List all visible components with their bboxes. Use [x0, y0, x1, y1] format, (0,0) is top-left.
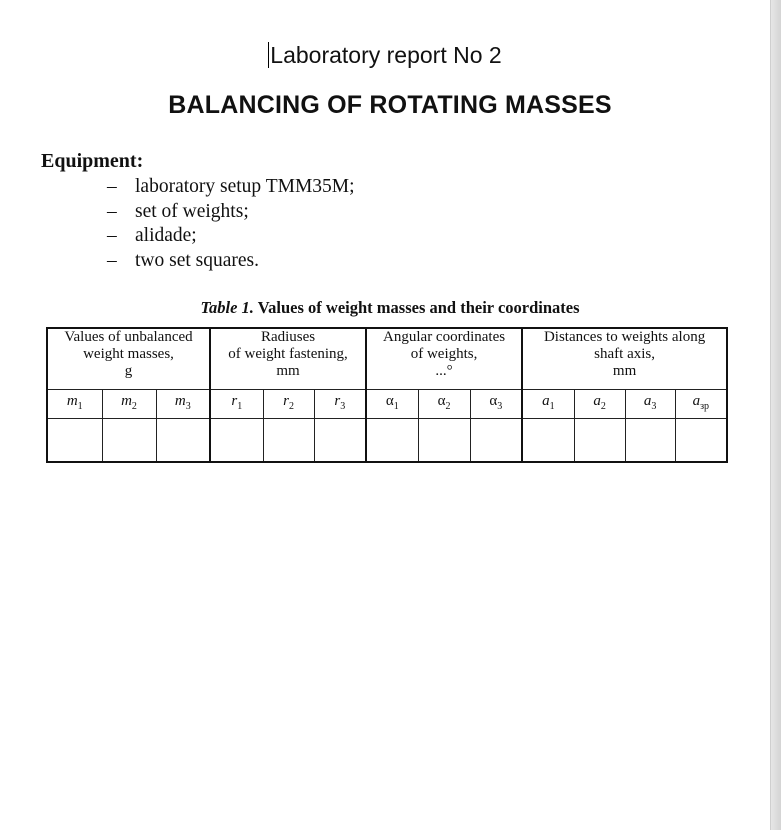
header-line: of weights,: [410, 346, 478, 362]
header-line: of weight fastening,: [228, 346, 348, 362]
list-bullet: –: [107, 225, 117, 246]
empty-cell[interactable]: [263, 419, 314, 463]
symbol-cell[interactable]: $m_1$: [47, 390, 102, 419]
symbol-cell[interactable]: $\alpha_3$: [470, 390, 522, 419]
header-line: shaft axis,: [594, 346, 655, 362]
header-distances[interactable]: [522, 328, 727, 390]
list-bullet: –: [107, 176, 117, 197]
header-masses[interactable]: [47, 328, 210, 390]
data-table[interactable]: [46, 327, 728, 463]
symbol-cell[interactable]: $m_3$: [156, 390, 210, 419]
equipment-item-text[interactable]: alidade;: [135, 225, 197, 246]
equipment-list: [107, 175, 355, 273]
header-unit: mm: [276, 363, 300, 379]
empty-cell[interactable]: [156, 419, 210, 463]
empty-cell[interactable]: [470, 419, 522, 463]
header-unit: ...°: [435, 363, 453, 379]
symbol-cell[interactable]: $r_1$: [210, 390, 263, 419]
symbol-row: [47, 390, 727, 419]
empty-cell[interactable]: [675, 419, 727, 463]
list-bullet: –: [107, 249, 117, 271]
table-caption[interactable]: [0, 298, 780, 318]
table-row: [47, 419, 727, 463]
report-title[interactable]: [0, 42, 770, 69]
symbol-cell[interactable]: $a_3$: [625, 390, 675, 419]
empty-cell[interactable]: [522, 419, 574, 463]
main-title[interactable]: BALANCING OF ROTATING MASSES: [168, 91, 612, 119]
header-radiuses[interactable]: [210, 328, 366, 390]
header-line: weight masses,: [83, 346, 174, 362]
empty-cell[interactable]: [210, 419, 263, 463]
header-angular[interactable]: [366, 328, 522, 390]
empty-cell[interactable]: [366, 419, 418, 463]
equipment-item-text[interactable]: set of weights;: [135, 200, 249, 222]
header-line: Distances to weights along: [543, 329, 706, 345]
equipment-item-text[interactable]: laboratory setup TMM35M;: [135, 176, 355, 197]
equipment-item[interactable]: [107, 200, 355, 225]
table-caption-text: Values of weight masses and their coordinates: [253, 298, 580, 317]
report-title-text[interactable]: Laboratory report No 2: [270, 42, 502, 68]
symbol-cell[interactable]: $a_1$: [522, 390, 574, 419]
header-line: Angular coordinates: [383, 329, 506, 345]
vertical-scrollbar[interactable]: [770, 0, 781, 830]
equipment-item[interactable]: [107, 224, 355, 249]
table-caption-number: Table 1.: [200, 298, 254, 317]
symbol-cell[interactable]: $r_2$: [263, 390, 314, 419]
empty-cell[interactable]: [574, 419, 625, 463]
equipment-item[interactable]: [107, 175, 355, 200]
header-line: Values of unbalanced: [64, 329, 193, 345]
symbol-cell[interactable]: $\alpha_2$: [418, 390, 470, 419]
header-unit: mm: [612, 363, 637, 379]
empty-cell[interactable]: [102, 419, 156, 463]
header-unit: g: [124, 363, 133, 379]
empty-cell[interactable]: [418, 419, 470, 463]
symbol-cell[interactable]: $\alpha_1$: [366, 390, 418, 419]
empty-cell[interactable]: [47, 419, 102, 463]
header-line: Radiuses: [260, 329, 316, 345]
list-bullet: –: [107, 200, 117, 222]
equipment-heading[interactable]: Equipment:: [41, 150, 144, 172]
empty-cell[interactable]: [625, 419, 675, 463]
symbol-cell[interactable]: $m_2$: [102, 390, 156, 419]
equipment-item-text[interactable]: two set squares.: [135, 249, 260, 271]
symbol-cell[interactable]: $r_3$: [314, 390, 366, 419]
empty-cell[interactable]: [314, 419, 366, 463]
equipment-item[interactable]: [107, 249, 355, 274]
symbol-cell[interactable]: $a_2$: [574, 390, 625, 419]
symbol-cell[interactable]: $a_{зр}$: [675, 390, 727, 419]
